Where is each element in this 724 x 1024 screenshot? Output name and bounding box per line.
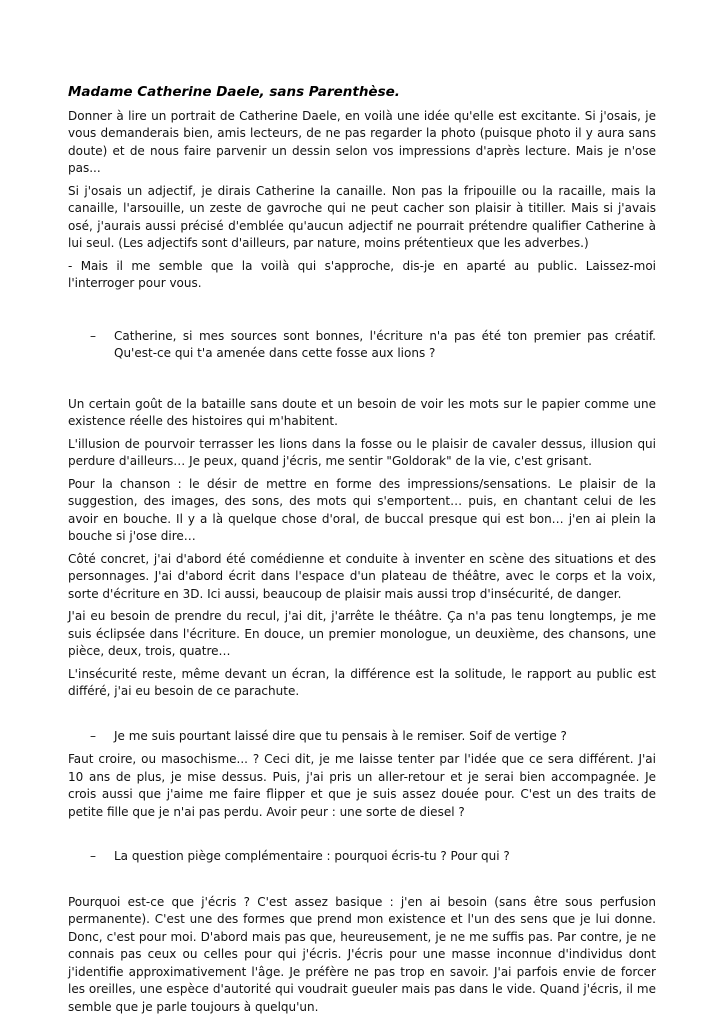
question-text: Catherine, si mes sources sont bonnes, l'écriture n'a pas été ton premier pas créatif. Qu'est-ce qui t'a amenée dans cette fosse aux lions ? — [114, 328, 656, 360]
document-page — [68, 84, 656, 1021]
answer-paragraph: Côté concret, j'ai d'abord été comédienne et conduite à inventer en scène des situations et des personnages. J'ai d'abord écrit dans l'espace d'un plateau de théâtre, avec le corps et la voix, sorte d'écriture en 3D. Ici aussi, beaucoup de plaisir mais aussi trop d'insécurité, de danger. — [68, 551, 656, 601]
question-text: Je me suis pourtant laissé dire que tu pensais à le remiser. Soif de vertige ? — [114, 728, 567, 743]
interview-question-2 — [68, 728, 656, 746]
dash-bullet: – — [90, 849, 96, 863]
answer-paragraph: Faut croire, ou masochisme... ? Ceci dit, je me laisse tenter par l'idée que ce sera différent. J'ai 10 ans de plus, je mise dessus. Puis, j'ai pris un aller-retour et je serai bien accompagnée. Je crois aussi que j'aime me faire flipper et que je suis assez douée pour. C'est un des traits de petite fille que je n'ai pas perdu. Avoir peur : une sorte de diesel ? — [68, 752, 656, 819]
answer-paragraph: J'ai eu besoin de prendre du recul, j'ai dit, j'arrête le théâtre. Ça n'a pas tenu longtemps, je me suis éclipsée dans l'écriture. En douce, un premier monologue, un deuxième, des chansons, une pièce, deux, trois, quatre… — [68, 609, 656, 658]
dash-bullet: – — [90, 728, 96, 743]
answer-paragraph: L'insécurité reste, même devant un écran, la différence est la solitude, le rapport au public est différé, j'ai eu besoin de ce parachute. — [68, 666, 656, 698]
dash-bullet: – — [90, 328, 96, 343]
intro-paragraph: Donner à lire un portrait de Catherine Daele, en voilà une idée qu'elle est excitante. Si j'osais, je vous demanderais bien, amis lecteurs, de ne pas regarder la photo (puisque photo il y aura sans doute) et de nous faire parvenir un dessin selon vos impressions d'après lecture. Mais je n'ose pas... — [68, 108, 656, 175]
intro-paragraph: - Mais il me semble que la voilà qui s'approche, dis-je en aparté au public. Laissez-moi l'interroger pour vous. — [68, 258, 656, 290]
interview-question-1 — [68, 328, 656, 363]
answer-paragraph: Un certain goût de la bataille sans doute et un besoin de voir les mots sur le papier comme une existence réelle des histoires qui m'habitent. — [68, 396, 656, 428]
answer-paragraph: L'illusion de pourvoir terrasser les lions dans la fosse ou le plaisir de cavaler dessus, illusion qui perdure d'ailleurs… Je peux, quand j'écris, me sentir "Goldorak" de la vie, c'est grisant. — [68, 436, 656, 468]
answer-paragraph: Pourquoi est-ce que j'écris ? C'est assez basique : j'en ai besoin (sans être sous perfusion permanente). C'est une des formes que prend mon existence et l'un des sens que je lui donne. Donc, c'est pour moi. D'abord mais pas que, heureusement, je ne me suffis pas. Par contre, je ne connais pas ceux ou celles pour qui j'écris. J'écris pour une masse inconnue d'individus dont j'identifie approximativement l'âge. Je préfère ne pas trop en savoir. J'ai parfois envie de forcer les oreilles, une espèce d'autorité qui voudrait gueuler mais pas dans le vide. Quand j'écris, il me semble que je parle toujours à quelqu'un. — [68, 894, 656, 1014]
question-text: La question piège complémentaire : pourquoi écris-tu ? Pour qui ? — [114, 849, 510, 863]
answer-paragraph: Pour la chanson : le désir de mettre en forme des impressions/sensations. Le plaisir de la suggestion, des images, des sons, des mots qui s'emportent… puis, en chantant celui de les avoir en bouche. Il y a là quelque chose d'oral, de buccal presque qui est bon… j'en ai plein la bouche si j'ose dire… — [68, 476, 656, 543]
article-title: Madame Catherine Daele, sans Parenthèse. — [68, 84, 400, 100]
interview-question-3 — [68, 848, 656, 866]
intro-paragraph: Si j'osais un adjectif, je dirais Catherine la canaille. Non pas la fripouille ou la racaille, mais la canaille, l'arsouille, un zeste de gavroche qui ne peut cacher son plaisir à titiller. Mais si j'avais osé, j'aurais aussi précisé d'emblée qu'aucun adjectif ne pourrait prétendre qualifier Catherine à lui seul. (Les adjectifs sont d'ailleurs, par nature, moins prétentieux que les adverbes.) — [68, 183, 656, 250]
